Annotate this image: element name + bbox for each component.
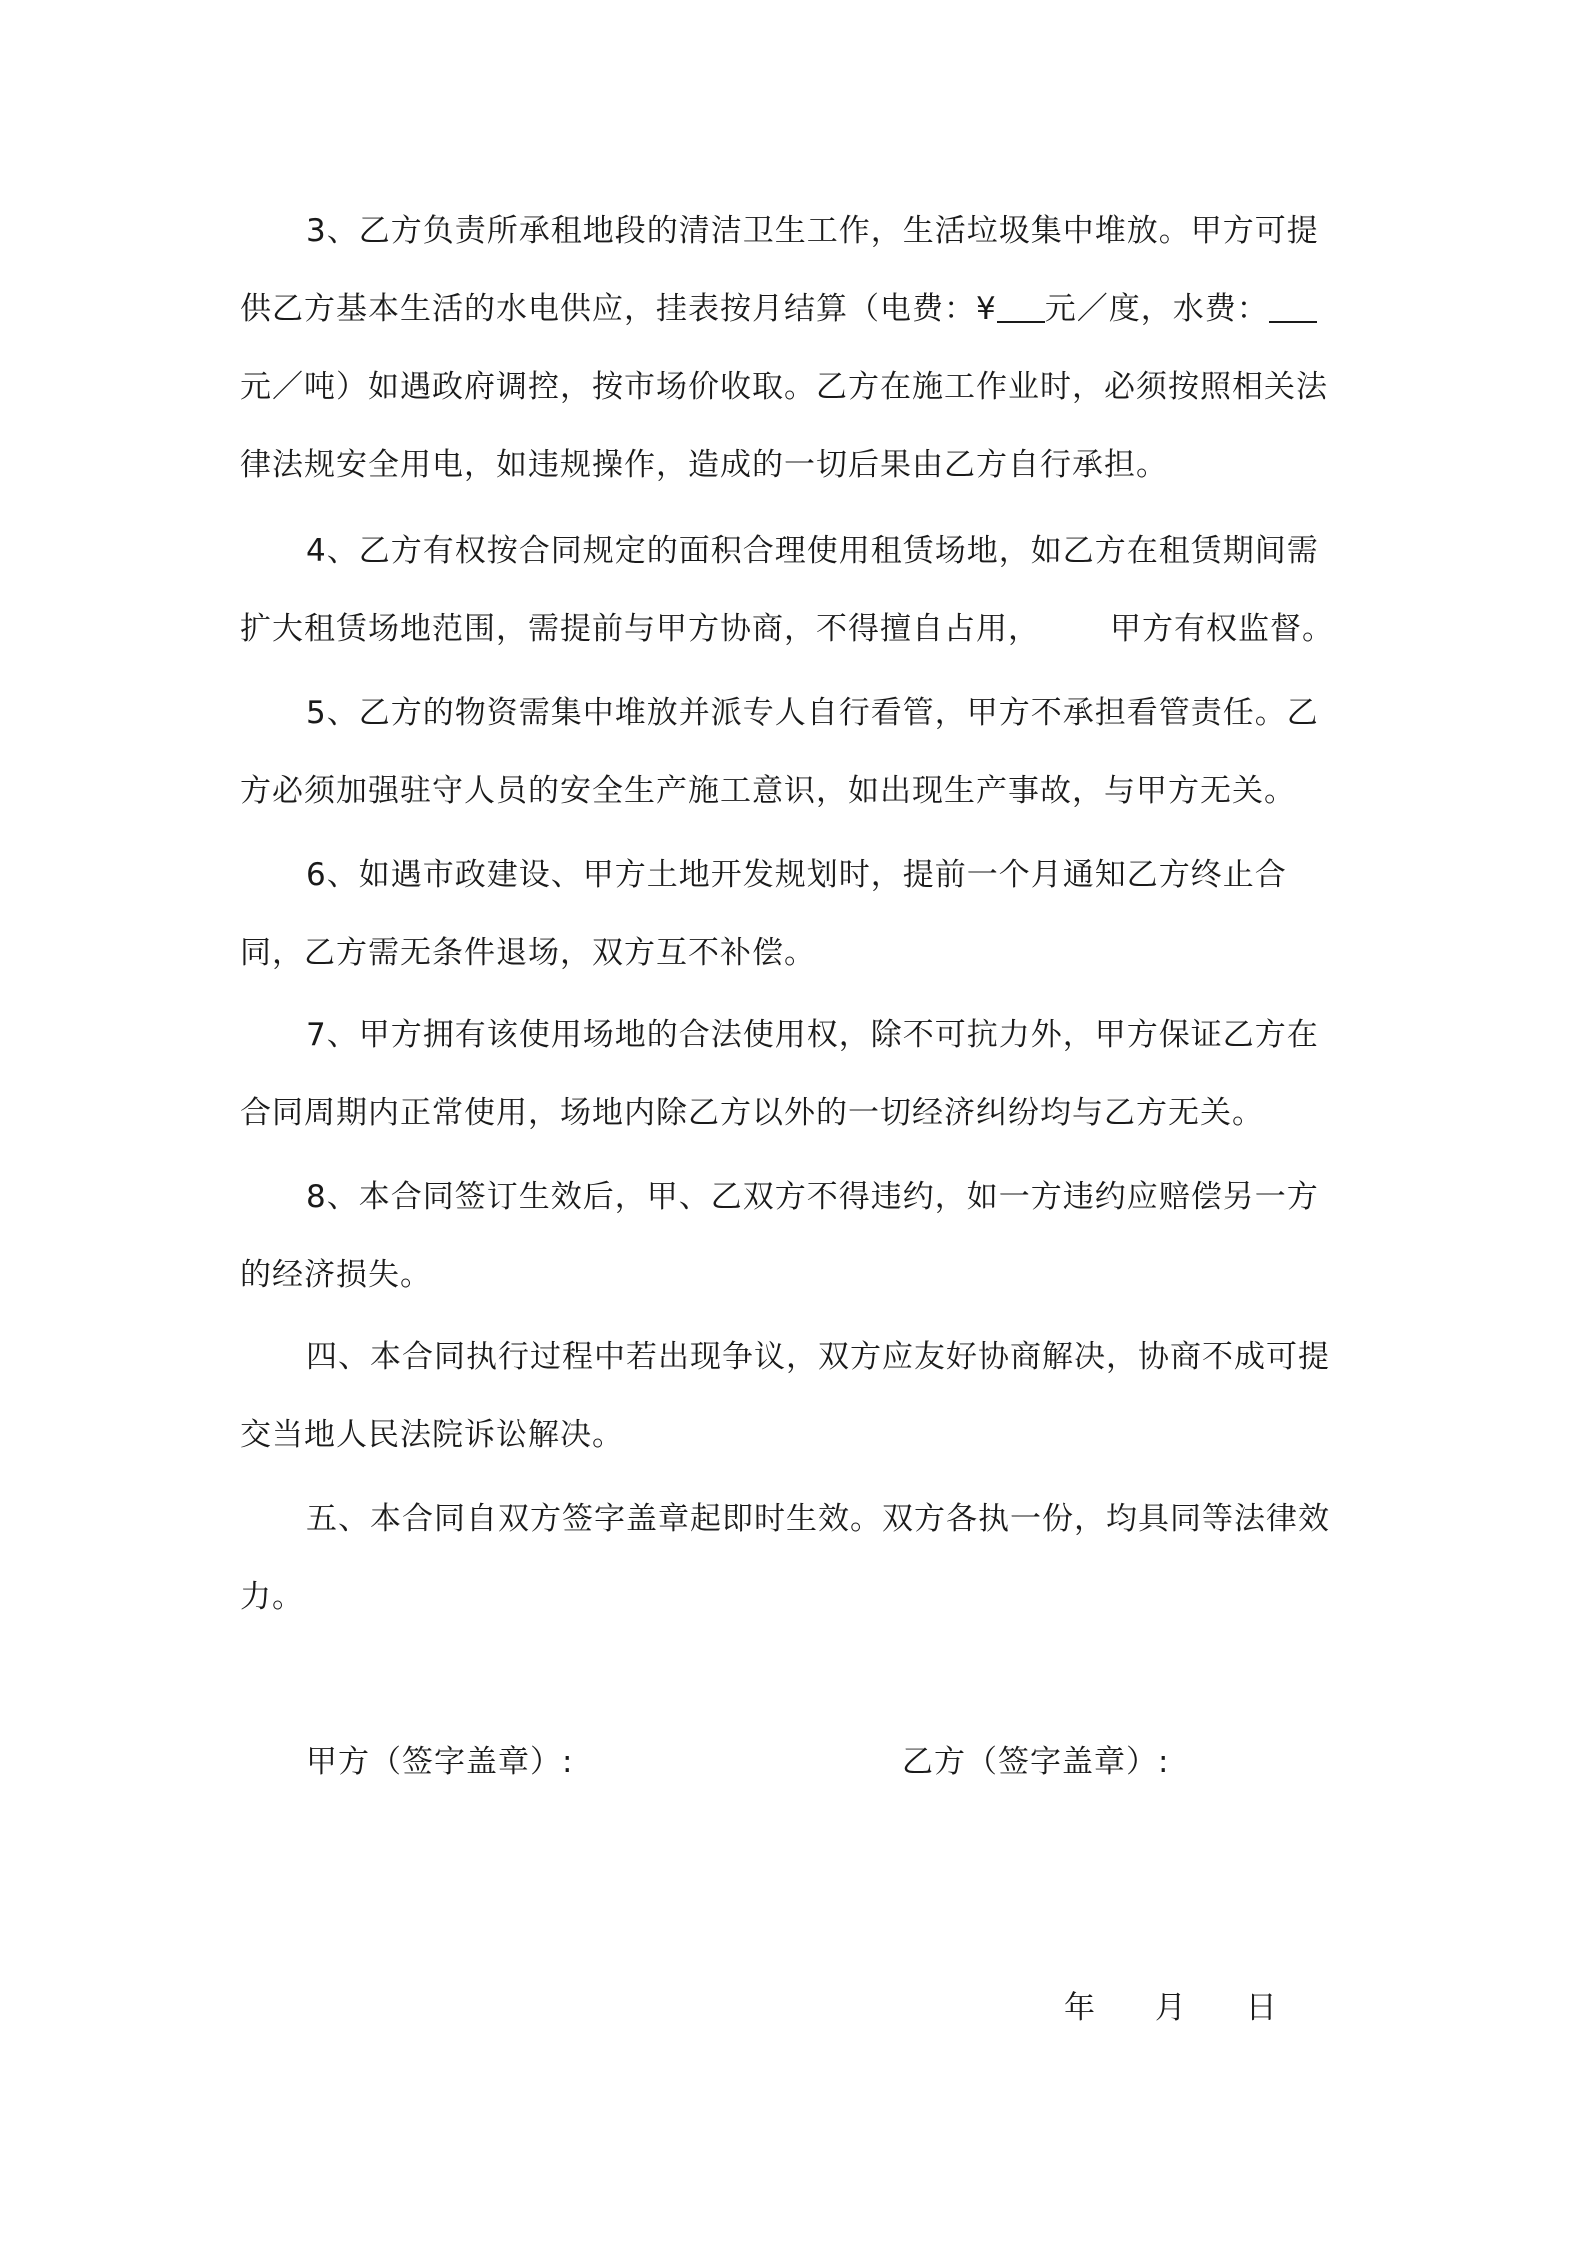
clause-7: 7、甲方拥有该使用场地的合法使用权，除不可抗力外，甲方保证乙方在合同周期内正常使用，场地内除乙方以外的一切经济纠纷均与乙方无关。 <box>240 1017 1319 1131</box>
water-fee-blank <box>1269 291 1317 323</box>
clause-3-part-3: 元／吨）如遇政府调控，按市场价收取。乙方在施工作业时，必须按照相关法律法规安全用电，如违规操作，造成的一切后果由乙方自行承担。 <box>240 369 1328 483</box>
section-4: 四、本合同执行过程中若出现争议，双方应友好协商解决，协商不成可提交当地人民法院诉讼解决。 <box>240 1339 1330 1453</box>
clause-6: 6、如遇市政建设、甲方土地开发规划时，提前一个月通知乙方终止合同，乙方需无条件退场，双方互不补偿。 <box>240 857 1287 971</box>
clause-4-part-2: 甲方有权监督。 <box>1110 611 1334 647</box>
date-day-label: 日 <box>1245 1990 1278 2026</box>
clause-3-part-2: 元／度，水费： <box>1044 291 1269 327</box>
signing-date <box>1064 1982 1326 2027</box>
electricity-fee-blank <box>997 291 1045 323</box>
clause-3-part-1: 3、乙方负责所承租地段的清洁卫生工作，生活垃圾集中堆放。甲方可提供乙方基本生活的水电供应，挂表按月结算（电费：¥ <box>240 213 1319 327</box>
clause-4 <box>240 512 1348 668</box>
clause-3 <box>240 192 1348 504</box>
party-a-signature-label: 甲方（签字盖章）: <box>306 1744 574 1780</box>
clause-5: 5、乙方的物资需集中堆放并派专人自行看管，甲方不承担看管责任。乙方必须加强驻守人员的安全生产施工意识，如出现生产事故，与甲方无关。 <box>240 695 1319 809</box>
date-month-label: 月 <box>1154 1990 1187 2026</box>
party-b-signature-label: 乙方（签字盖章）: <box>902 1744 1170 1780</box>
date-year-label: 年 <box>1064 1990 1096 2026</box>
clause-4-part-1: 4、乙方有权按合同规定的面积合理使用租赁场地，如乙方在租赁期间需扩大租赁场地范围，需提前与甲方协商，不得擅自占用， <box>240 533 1319 647</box>
section-5: 五、本合同自双方签字盖章起即时生效。双方各执一份，均具同等法律效力。 <box>240 1501 1330 1615</box>
clause-8: 8、本合同签订生效后，甲、乙双方不得违约，如一方违约应赔偿另一方的经济损失。 <box>240 1179 1319 1293</box>
